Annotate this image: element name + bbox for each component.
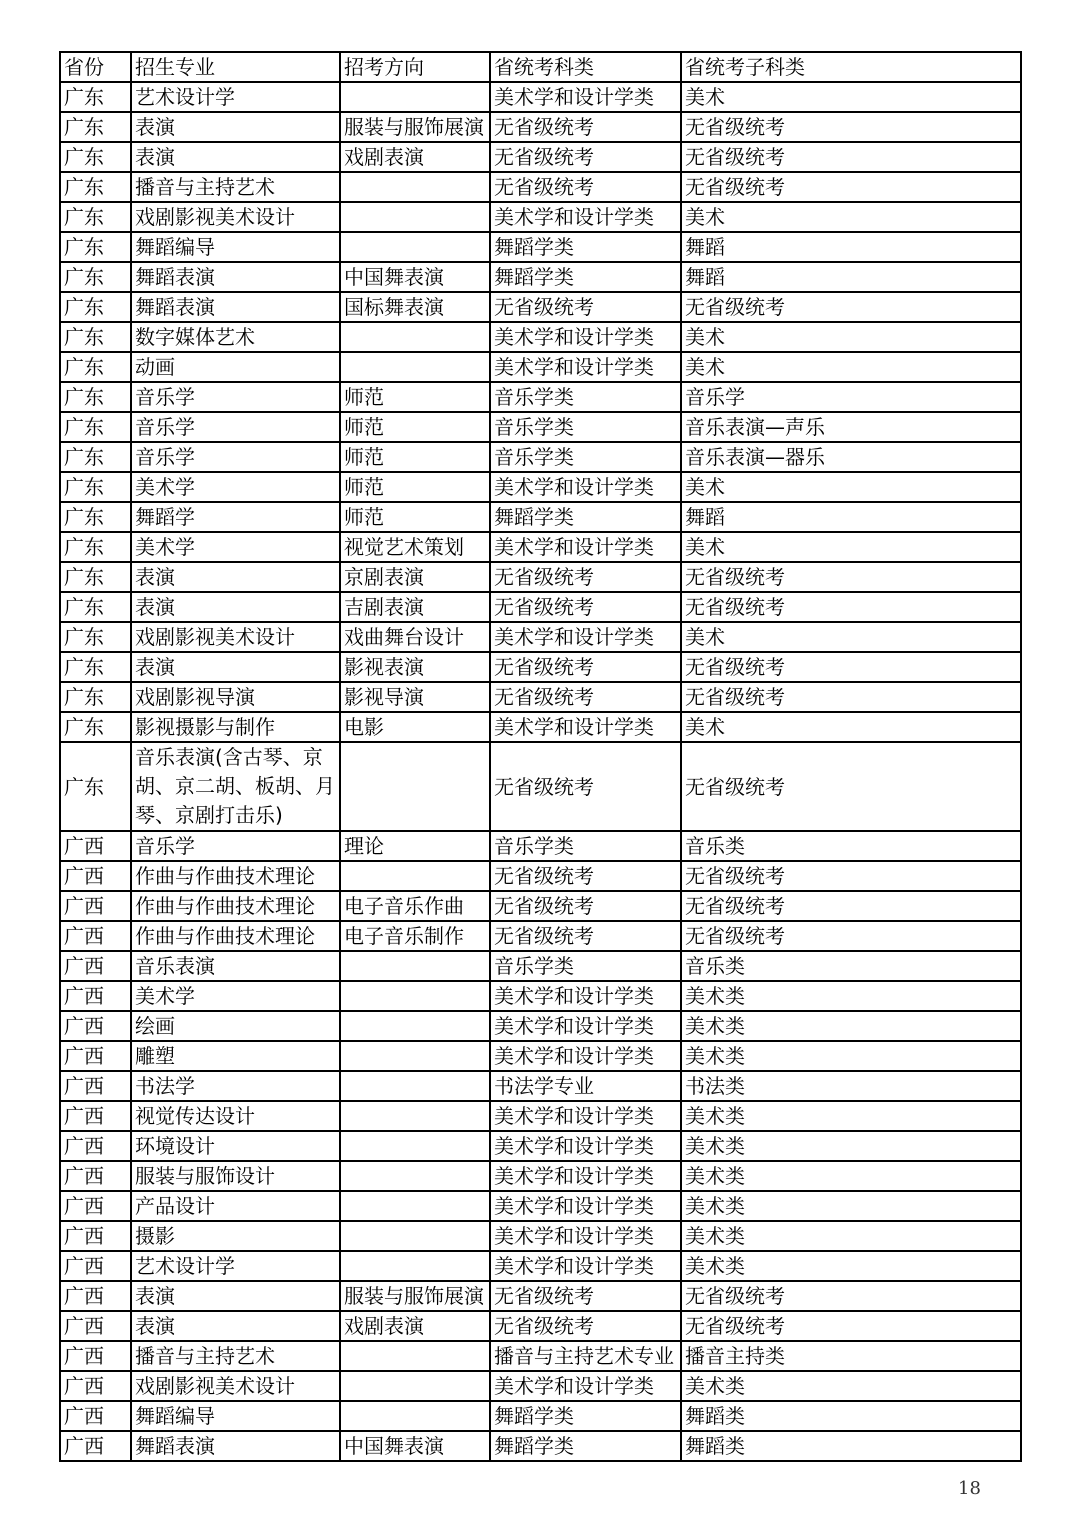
cell-province: 广西 (60, 1011, 131, 1041)
cell-exam-category: 舞蹈学类 (490, 1431, 681, 1461)
cell-exam-category: 美术学和设计学类 (490, 622, 681, 652)
table-row (60, 861, 1021, 891)
table-row (60, 532, 1021, 562)
cell-direction: 师范 (340, 412, 490, 442)
cell-exam-category: 美术学和设计学类 (490, 981, 681, 1011)
cell-direction (340, 1161, 490, 1191)
table-row (60, 142, 1021, 172)
cell-exam-subcategory: 播音主持类 (681, 1341, 1021, 1371)
table-row (60, 592, 1021, 622)
cell-province: 广东 (60, 592, 131, 622)
cell-exam-category: 美术学和设计学类 (490, 322, 681, 352)
cell-major: 音乐表演 (131, 951, 340, 981)
cell-major: 表演 (131, 652, 340, 682)
table-row (60, 472, 1021, 502)
table-row (60, 1341, 1021, 1371)
cell-major: 书法学 (131, 1071, 340, 1101)
cell-direction: 电影 (340, 712, 490, 742)
cell-exam-category: 无省级统考 (490, 592, 681, 622)
table-row (60, 1161, 1021, 1191)
cell-exam-category: 舞蹈学类 (490, 502, 681, 532)
cell-major: 影视摄影与制作 (131, 712, 340, 742)
table-header-row (60, 52, 1021, 82)
cell-major: 美术学 (131, 532, 340, 562)
cell-major: 视觉传达设计 (131, 1101, 340, 1131)
cell-major: 音乐学 (131, 442, 340, 472)
cell-exam-category: 无省级统考 (490, 1281, 681, 1311)
cell-province: 广东 (60, 472, 131, 502)
cell-province: 广东 (60, 262, 131, 292)
table-row (60, 652, 1021, 682)
cell-exam-category: 舞蹈学类 (490, 1401, 681, 1431)
cell-major: 表演 (131, 1281, 340, 1311)
cell-direction (340, 742, 490, 831)
cell-province: 广西 (60, 981, 131, 1011)
cell-major: 艺术设计学 (131, 1251, 340, 1281)
cell-province: 广东 (60, 352, 131, 382)
cell-major: 动画 (131, 352, 340, 382)
cell-province: 广东 (60, 532, 131, 562)
cell-exam-subcategory: 无省级统考 (681, 921, 1021, 951)
cell-major: 表演 (131, 112, 340, 142)
table-row (60, 262, 1021, 292)
cell-exam-category: 无省级统考 (490, 652, 681, 682)
cell-exam-category: 美术学和设计学类 (490, 1161, 681, 1191)
table-row (60, 1101, 1021, 1131)
cell-exam-subcategory: 美术类 (681, 1161, 1021, 1191)
cell-direction (340, 322, 490, 352)
cell-direction (340, 1101, 490, 1131)
table-row (60, 1401, 1021, 1431)
cell-direction (340, 1401, 490, 1431)
cell-exam-subcategory: 美术 (681, 532, 1021, 562)
cell-direction: 中国舞表演 (340, 1431, 490, 1461)
cell-exam-subcategory: 美术类 (681, 981, 1021, 1011)
cell-direction (340, 82, 490, 112)
cell-exam-category: 音乐学类 (490, 412, 681, 442)
cell-direction (340, 1221, 490, 1251)
cell-major: 戏剧影视导演 (131, 682, 340, 712)
cell-province: 广西 (60, 1071, 131, 1101)
header-exam-subcategory: 省统考子科类 (681, 52, 1021, 82)
cell-province: 广东 (60, 322, 131, 352)
table-row (60, 412, 1021, 442)
table-row (60, 322, 1021, 352)
table-row (60, 1011, 1021, 1041)
cell-province: 广西 (60, 1251, 131, 1281)
table-row (60, 232, 1021, 262)
cell-province: 广东 (60, 442, 131, 472)
table-row (60, 172, 1021, 202)
cell-exam-subcategory: 音乐表演—器乐 (681, 442, 1021, 472)
cell-exam-category: 美术学和设计学类 (490, 352, 681, 382)
cell-province: 广东 (60, 712, 131, 742)
cell-exam-category: 无省级统考 (490, 1311, 681, 1341)
cell-major: 美术学 (131, 472, 340, 502)
cell-exam-subcategory: 美术 (681, 322, 1021, 352)
cell-direction (340, 861, 490, 891)
table-row (60, 1251, 1021, 1281)
cell-direction: 电子音乐作曲 (340, 891, 490, 921)
cell-province: 广东 (60, 742, 131, 831)
table-row (60, 1191, 1021, 1221)
cell-exam-subcategory: 美术类 (681, 1041, 1021, 1071)
cell-major: 舞蹈表演 (131, 262, 340, 292)
table-row (60, 921, 1021, 951)
cell-exam-subcategory: 美术 (681, 712, 1021, 742)
table-row (60, 981, 1021, 1011)
cell-major: 音乐学 (131, 412, 340, 442)
cell-direction (340, 1041, 490, 1071)
cell-major: 表演 (131, 142, 340, 172)
table-body (60, 52, 1021, 1461)
table-row (60, 1281, 1021, 1311)
cell-exam-subcategory: 美术类 (681, 1131, 1021, 1161)
table-row (60, 951, 1021, 981)
table-row (60, 831, 1021, 861)
cell-direction: 影视表演 (340, 652, 490, 682)
cell-province: 广东 (60, 172, 131, 202)
table-row (60, 442, 1021, 472)
cell-major: 舞蹈学 (131, 502, 340, 532)
cell-direction (340, 1191, 490, 1221)
cell-province: 广东 (60, 622, 131, 652)
cell-direction (340, 1071, 490, 1101)
cell-exam-subcategory: 无省级统考 (681, 1281, 1021, 1311)
cell-province: 广西 (60, 1101, 131, 1131)
cell-exam-category: 音乐学类 (490, 382, 681, 412)
cell-major: 播音与主持艺术 (131, 1341, 340, 1371)
header-major: 招生专业 (131, 52, 340, 82)
cell-major: 舞蹈编导 (131, 1401, 340, 1431)
cell-major: 表演 (131, 562, 340, 592)
cell-direction (340, 1371, 490, 1401)
cell-major: 舞蹈编导 (131, 232, 340, 262)
cell-exam-category: 美术学和设计学类 (490, 82, 681, 112)
cell-major: 音乐学 (131, 382, 340, 412)
table-row (60, 1431, 1021, 1461)
cell-exam-category: 播音与主持艺术专业 (490, 1341, 681, 1371)
cell-direction: 视觉艺术策划 (340, 532, 490, 562)
table-row (60, 112, 1021, 142)
cell-direction (340, 1341, 490, 1371)
cell-direction (340, 202, 490, 232)
cell-exam-subcategory: 美术类 (681, 1221, 1021, 1251)
cell-major: 戏剧影视美术设计 (131, 202, 340, 232)
cell-exam-subcategory: 无省级统考 (681, 292, 1021, 322)
table-row (60, 1041, 1021, 1071)
cell-province: 广东 (60, 412, 131, 442)
cell-major: 摄影 (131, 1221, 340, 1251)
cell-exam-subcategory: 美术类 (681, 1191, 1021, 1221)
cell-exam-category: 音乐学类 (490, 951, 681, 981)
cell-major: 播音与主持艺术 (131, 172, 340, 202)
cell-province: 广东 (60, 502, 131, 532)
cell-exam-subcategory: 美术类 (681, 1371, 1021, 1401)
cell-province: 广东 (60, 142, 131, 172)
cell-major: 表演 (131, 1311, 340, 1341)
cell-exam-subcategory: 舞蹈类 (681, 1401, 1021, 1431)
cell-direction: 师范 (340, 382, 490, 412)
cell-exam-subcategory: 无省级统考 (681, 891, 1021, 921)
cell-exam-subcategory: 无省级统考 (681, 562, 1021, 592)
cell-province: 广西 (60, 1281, 131, 1311)
cell-exam-subcategory: 美术 (681, 82, 1021, 112)
cell-exam-category: 美术学和设计学类 (490, 1011, 681, 1041)
cell-exam-subcategory: 舞蹈 (681, 502, 1021, 532)
cell-province: 广西 (60, 1191, 131, 1221)
table-row (60, 82, 1021, 112)
cell-direction: 国标舞表演 (340, 292, 490, 322)
cell-exam-subcategory: 舞蹈 (681, 262, 1021, 292)
cell-direction: 师范 (340, 472, 490, 502)
cell-direction: 师范 (340, 442, 490, 472)
cell-exam-category: 无省级统考 (490, 682, 681, 712)
cell-direction: 京剧表演 (340, 562, 490, 592)
cell-direction (340, 1131, 490, 1161)
cell-province: 广西 (60, 1041, 131, 1071)
cell-exam-subcategory: 无省级统考 (681, 682, 1021, 712)
cell-direction: 中国舞表演 (340, 262, 490, 292)
cell-major: 作曲与作曲技术理论 (131, 921, 340, 951)
cell-exam-category: 无省级统考 (490, 742, 681, 831)
cell-exam-category: 书法学专业 (490, 1071, 681, 1101)
cell-province: 广西 (60, 861, 131, 891)
table-row (60, 712, 1021, 742)
cell-province: 广西 (60, 951, 131, 981)
table-row (60, 891, 1021, 921)
cell-direction: 服装与服饰展演 (340, 1281, 490, 1311)
cell-province: 广东 (60, 292, 131, 322)
cell-province: 广东 (60, 652, 131, 682)
cell-province: 广东 (60, 112, 131, 142)
cell-major: 雕塑 (131, 1041, 340, 1071)
cell-major: 产品设计 (131, 1191, 340, 1221)
cell-province: 广东 (60, 202, 131, 232)
cell-exam-category: 无省级统考 (490, 921, 681, 951)
cell-province: 广西 (60, 1401, 131, 1431)
cell-direction: 吉剧表演 (340, 592, 490, 622)
table-row (60, 562, 1021, 592)
cell-exam-subcategory: 舞蹈类 (681, 1431, 1021, 1461)
cell-major: 服装与服饰设计 (131, 1161, 340, 1191)
cell-exam-subcategory: 无省级统考 (681, 112, 1021, 142)
cell-exam-subcategory: 美术类 (681, 1251, 1021, 1281)
cell-exam-category: 音乐学类 (490, 831, 681, 861)
cell-exam-subcategory: 音乐类 (681, 951, 1021, 981)
cell-exam-category: 美术学和设计学类 (490, 712, 681, 742)
cell-exam-category: 美术学和设计学类 (490, 472, 681, 502)
cell-exam-subcategory: 音乐学 (681, 382, 1021, 412)
table-row (60, 382, 1021, 412)
cell-province: 广西 (60, 921, 131, 951)
cell-exam-category: 无省级统考 (490, 172, 681, 202)
cell-exam-category: 美术学和设计学类 (490, 1101, 681, 1131)
cell-exam-subcategory: 音乐类 (681, 831, 1021, 861)
cell-exam-category: 音乐学类 (490, 442, 681, 472)
cell-direction (340, 1251, 490, 1281)
cell-exam-subcategory: 美术 (681, 202, 1021, 232)
cell-province: 广东 (60, 82, 131, 112)
cell-exam-subcategory: 无省级统考 (681, 742, 1021, 831)
cell-province: 广西 (60, 1371, 131, 1401)
cell-major: 作曲与作曲技术理论 (131, 861, 340, 891)
cell-direction: 戏剧表演 (340, 1311, 490, 1341)
cell-province: 广东 (60, 232, 131, 262)
cell-province: 广西 (60, 1161, 131, 1191)
cell-exam-subcategory: 美术类 (681, 1101, 1021, 1131)
cell-exam-subcategory: 无省级统考 (681, 1311, 1021, 1341)
table-row (60, 292, 1021, 322)
cell-major: 作曲与作曲技术理论 (131, 891, 340, 921)
cell-province: 广西 (60, 1431, 131, 1461)
cell-major: 绘画 (131, 1011, 340, 1041)
cell-exam-subcategory: 美术类 (681, 1011, 1021, 1041)
cell-direction: 理论 (340, 831, 490, 861)
cell-direction (340, 981, 490, 1011)
cell-major: 音乐学 (131, 831, 340, 861)
cell-major: 舞蹈表演 (131, 1431, 340, 1461)
cell-direction: 戏剧表演 (340, 142, 490, 172)
cell-direction (340, 172, 490, 202)
table-row (60, 1371, 1021, 1401)
table-row (60, 352, 1021, 382)
cell-exam-category: 无省级统考 (490, 861, 681, 891)
cell-major: 表演 (131, 592, 340, 622)
cell-major: 环境设计 (131, 1131, 340, 1161)
cell-exam-category: 美术学和设计学类 (490, 1251, 681, 1281)
cell-exam-category: 美术学和设计学类 (490, 1191, 681, 1221)
cell-exam-subcategory: 美术 (681, 472, 1021, 502)
cell-province: 广西 (60, 1311, 131, 1341)
cell-major: 戏剧影视美术设计 (131, 1371, 340, 1401)
cell-exam-subcategory: 美术 (681, 352, 1021, 382)
cell-exam-category: 美术学和设计学类 (490, 1371, 681, 1401)
cell-province: 广东 (60, 562, 131, 592)
cell-exam-subcategory: 书法类 (681, 1071, 1021, 1101)
cell-direction: 影视导演 (340, 682, 490, 712)
cell-province: 广西 (60, 1131, 131, 1161)
cell-exam-category: 无省级统考 (490, 562, 681, 592)
cell-major: 舞蹈表演 (131, 292, 340, 322)
cell-exam-subcategory: 美术 (681, 622, 1021, 652)
page-number: 18 (958, 1478, 981, 1499)
cell-direction (340, 232, 490, 262)
header-direction: 招考方向 (340, 52, 490, 82)
cell-direction (340, 951, 490, 981)
cell-direction: 师范 (340, 502, 490, 532)
data-table (59, 51, 1022, 1462)
cell-exam-category: 无省级统考 (490, 112, 681, 142)
cell-direction: 服装与服饰展演 (340, 112, 490, 142)
table-row (60, 682, 1021, 712)
cell-direction: 电子音乐制作 (340, 921, 490, 951)
cell-exam-subcategory: 舞蹈 (681, 232, 1021, 262)
cell-exam-category: 无省级统考 (490, 891, 681, 921)
cell-direction (340, 352, 490, 382)
cell-exam-subcategory: 音乐表演—声乐 (681, 412, 1021, 442)
cell-exam-category: 美术学和设计学类 (490, 202, 681, 232)
cell-province: 广东 (60, 382, 131, 412)
cell-major: 数字媒体艺术 (131, 322, 340, 352)
cell-exam-category: 美术学和设计学类 (490, 1221, 681, 1251)
cell-exam-subcategory: 无省级统考 (681, 861, 1021, 891)
cell-direction (340, 1011, 490, 1041)
header-province: 省份 (60, 52, 131, 82)
table-row (60, 622, 1021, 652)
table-row (60, 1071, 1021, 1101)
cell-province: 广西 (60, 1221, 131, 1251)
cell-direction: 戏曲舞台设计 (340, 622, 490, 652)
cell-exam-category: 舞蹈学类 (490, 232, 681, 262)
cell-exam-subcategory: 无省级统考 (681, 592, 1021, 622)
cell-province: 广西 (60, 1341, 131, 1371)
cell-exam-subcategory: 无省级统考 (681, 142, 1021, 172)
cell-exam-category: 美术学和设计学类 (490, 1131, 681, 1161)
cell-exam-category: 无省级统考 (490, 142, 681, 172)
cell-exam-category: 舞蹈学类 (490, 262, 681, 292)
table-row (60, 1221, 1021, 1251)
cell-exam-category: 美术学和设计学类 (490, 1041, 681, 1071)
cell-exam-subcategory: 无省级统考 (681, 652, 1021, 682)
table-row (60, 742, 1021, 831)
table-row (60, 202, 1021, 232)
table-row (60, 1131, 1021, 1161)
cell-exam-subcategory: 无省级统考 (681, 172, 1021, 202)
cell-exam-category: 无省级统考 (490, 292, 681, 322)
cell-province: 广西 (60, 831, 131, 861)
cell-province: 广东 (60, 682, 131, 712)
cell-exam-category: 美术学和设计学类 (490, 532, 681, 562)
cell-major: 艺术设计学 (131, 82, 340, 112)
cell-major: 美术学 (131, 981, 340, 1011)
table-row (60, 1311, 1021, 1341)
header-exam-category: 省统考科类 (490, 52, 681, 82)
cell-province: 广西 (60, 891, 131, 921)
cell-major: 戏剧影视美术设计 (131, 622, 340, 652)
cell-major: 音乐表演(含古琴、京胡、京二胡、板胡、月琴、京剧打击乐) (131, 742, 340, 831)
table-row (60, 502, 1021, 532)
